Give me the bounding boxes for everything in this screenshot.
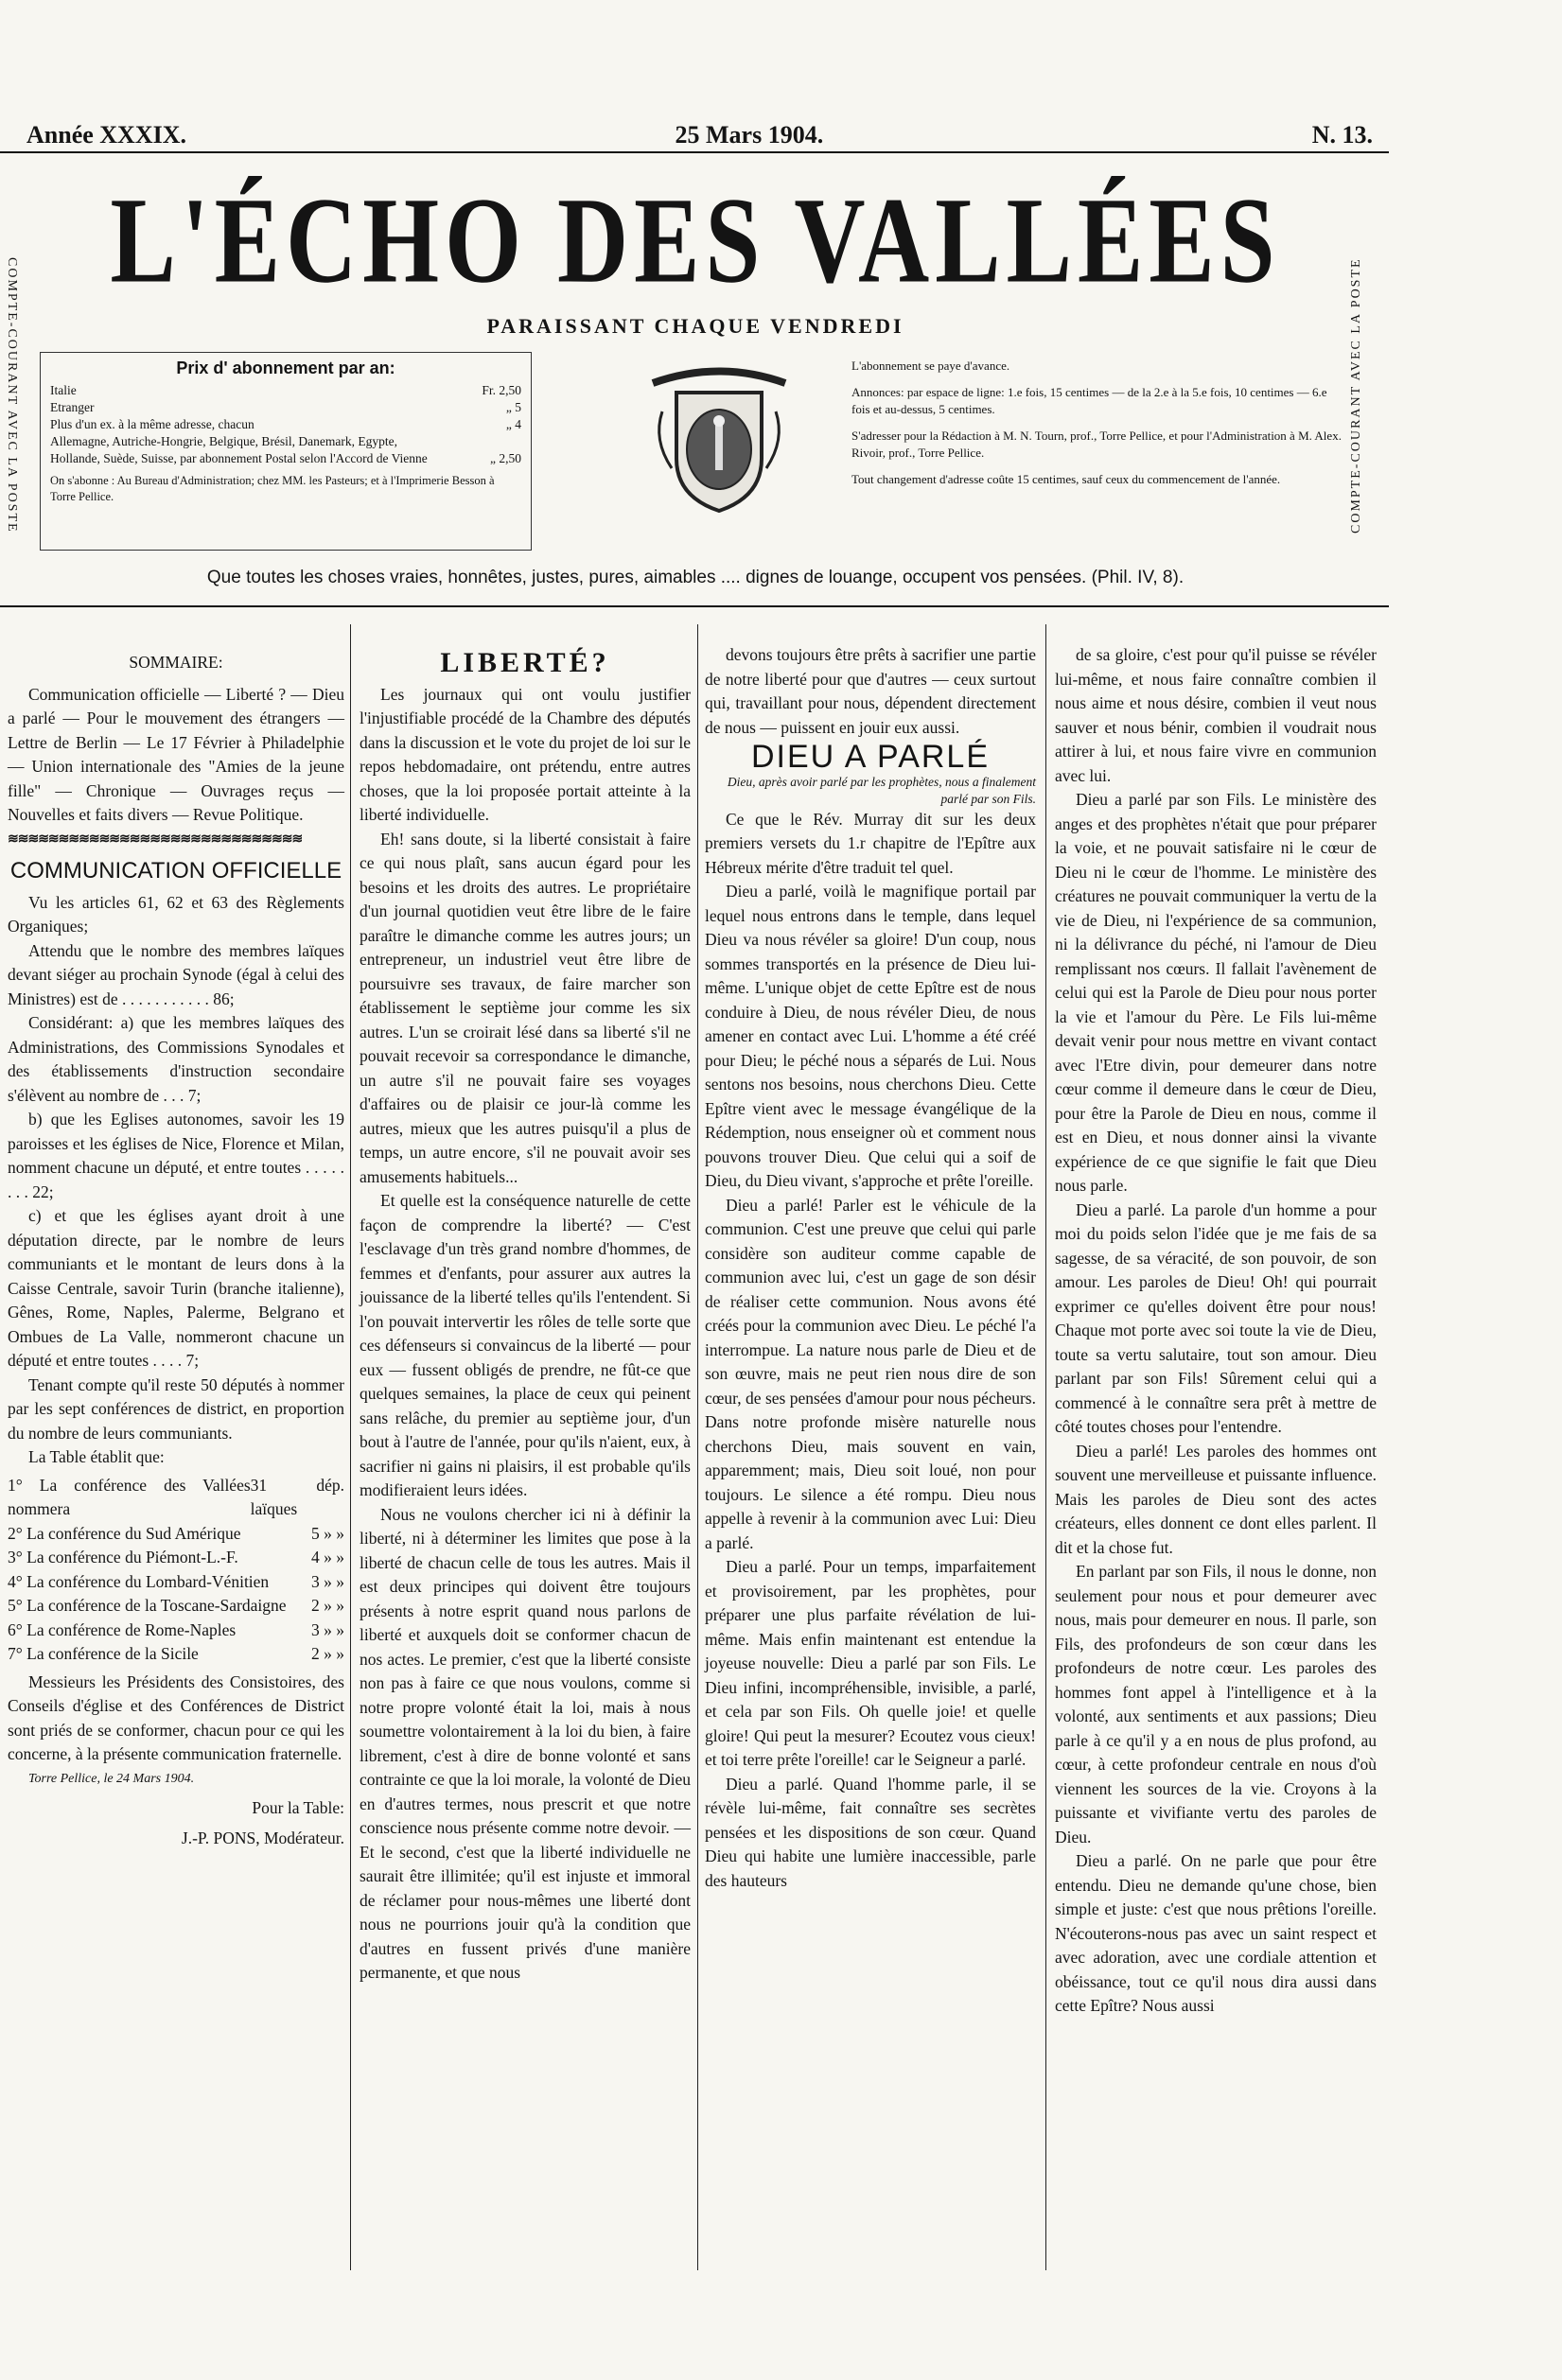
table-row: 5° La conférence de la Toscane-Sardaigne 2 » » [8, 1596, 344, 1615]
issue-number: N. 13. [1311, 121, 1373, 149]
paragraph: Ce que le Rév. Murray dit sur les deux premiers versets du 1.r chapitre de l'Epître aux Hébreux mérite d'être traduit tel quel. [705, 809, 1036, 877]
column-divider [697, 624, 698, 2270]
place-date: Torre Pellice, le 24 Mars 1904. [28, 1771, 195, 1786]
subscription-heading: Prix d' abonnement par an: [176, 359, 395, 377]
column-1 [8, 643, 344, 1850]
side-label-right: COMPTE-COURANT AVEC LA POSTE [1349, 257, 1363, 534]
paragraph: Tenant compte qu'il reste 50 députés à nommer par les sept conférences de district, en proportion du nombre de leurs communiants. [8, 1374, 344, 1443]
delegates-table [8, 1474, 344, 1667]
paragraph: Considérant: a) que les membres laïques des Administrations, des Commissions Synodales et des établissements d'instruction secondaire s'élèvent au nombre de . . . 7; [8, 1013, 344, 1105]
column-divider [350, 624, 351, 2270]
subscription-note: On s'abonne : Au Bureau d'Administration; chez MM. les Pasteurs; et à l'Imprimerie Besson à Torre Pellice. [50, 474, 495, 503]
paragraph: Eh! sans doute, si la liberté consistait à faire ce qui nous plaît, sans aucun égard pour les besoins et les droits des autres. Le propriétaire d'un journal quotidien veut être libre de le faire paraître le dimanche comme les autres jours; un entrepreneur, un industriel veut être libre de poursuivre ses travaux, de faire marcher son établissement le septième jour comme les six autres. L'un se croirait lésé dans sa liberté s'il ne pouvait recevoir sa correspondance le dimanche, un autre s'il ne pouvait faire ses voyages d'affaires ou de plaisir ce jour-là comme les autres, mieux que les autres puisqu'il a plus de temps, un autre encore, s'il ne pouvait avoir ses amusements habituels... [360, 829, 691, 1186]
price-row: Allemagne, Autriche-Hongrie, Belgique, Brésil, Danemark, Egypte, Hollande, Suède, Suisse, par abonnement Postal selon l'Accord de Vienne „ 2,50 [50, 434, 521, 465]
paragraph: Dieu a parlé. Quand l'homme parle, il se révèle lui-même, fait connaître ses secrètes pensées et les dispositions de son cœur. Quand Dieu qui habite une lumière inaccessible, parle des hauteurs [705, 1774, 1036, 1890]
paragraph: Nous ne voulons chercher ici ni à définir la liberté, ni à déterminer les limites que pose à la liberté de chacun celle de tous les autres. Mais il est deux principes qui doivent être toujours présents à notre esprit quand nous parlons de liberté et auxquels doit se conformer chacun de nos actes. Le premier, c'est que la liberté consiste non pas à faire ce que nous voulons, comme si notre propre volonté était la loi, mais à nous soumettre volontairement à la loi du bien, à faire librement, c'est à dire de bonne volonté et sans contrainte ce que la loi morale, la volonté de Dieu en d'autres termes, nous prescrit et que notre conscience nous présente comme notre devoir. — Et le second, c'est que la liberté individuelle ne saurait être illimitée; qu'il est injuste et immoral de réclamer pour nous-mêmes une liberté dont nous ne pourrions jouir qu'à la condition que d'autres en fussent privés d'une manière permanente, et que nous [360, 1504, 691, 1982]
article-title-liberte: LIBERTÉ? [440, 647, 610, 678]
date-label: 25 Mars 1904. [675, 121, 824, 149]
paragraph: Dieu a parlé. On ne parle que pour être entendu. Dieu ne demande qu'une chose, bien simple et juste: c'est que nous prêtions l'oreille. N'écouterons-nous pas avec un saint respect et avec adoration, avec une cordiale attention et obéissance, tout ce qu'il nous dira aussi dans cette Epître? Nous aussi [1055, 1851, 1377, 2015]
column-2 [360, 643, 691, 1986]
crest-emblem [634, 355, 804, 525]
paragraph: La Table établit que: [28, 1447, 165, 1466]
table-row: 7° La conférence de la Sicile 2 » » [8, 1644, 344, 1663]
signature-name: J.-P. PONS, Modérateur. [181, 1828, 344, 1847]
table-row: 4° La conférence du Lombard-Vénitien 3 » » [8, 1571, 344, 1591]
change-note: Tout changement d'adresse coûte 15 centimes, sauf ceux du commencement de l'année. [851, 472, 1281, 486]
year-label: Année XXXIX. [26, 121, 186, 149]
table-row: 3° La conférence du Piémont-L.-F. 4 » » [8, 1548, 344, 1566]
subscription-box [40, 352, 532, 551]
price-row: Plus d'un ex. à la même adresse, chacun „ 4 [50, 417, 521, 431]
info-block [851, 358, 1343, 498]
column-4 [1055, 643, 1377, 2019]
paragraph: Dieu a parlé! Les paroles des hommes ont souvent une merveilleuse et puissante influence. Mais les paroles de Dieu sont des actes créateurs, elles donnent ce dont elles parlent. Il dit et la chose fut. [1055, 1441, 1377, 1557]
masthead-bottom-rule [0, 605, 1389, 607]
newspaper-subtitle: PARAISSANT CHAQUE VENDREDI [486, 314, 904, 338]
paragraph: devons toujours être prêts à sacrifier une partie de notre liberté pour que d'autres — ceux surtout qui, travaillant pour nous, dépendent directement de nous — puissent en jouir eux aussi. [705, 645, 1036, 737]
paragraph: de sa gloire, c'est pour qu'il puisse se révéler lui-même, et nous faire connaître combien il nous aime et nous désire, combien il veut nous sauver et nous bénir, combien il voudrait nous attirer à lui, et nous faire vivre en communion avec lui. [1055, 645, 1377, 785]
communication-title: COMMUNICATION OFFICIELLE [9, 858, 342, 884]
paragraph: Dieu a parlé. Pour un temps, imparfaitement et provisoirement, par les prophètes, pour préparer une plus parfaite révélation de lui-même. Mais enfin maintenant est entendue la joyeuse nouvelle: Dieu a parlé par son Fils. Le Dieu infini, incompréhensible, invisible, a parlé, et cela par son Fils. Oh quelle joie! et quelle gloire! Qui peut la mesurer? Ecoutez vous cieux! et toi terre prête l'oreille! car le Seigneur a parlé. [705, 1557, 1036, 1769]
paragraph: Attendu que le nombre des membres laïques devant siéger au prochain Synode (égal à celui des Ministres) est de . . . . . . . . . . . 86; [8, 940, 344, 1008]
sommaire-title: SOMMAIRE: [129, 653, 223, 672]
top-rule [0, 151, 1389, 153]
paragraph: Dieu a parlé, voilà le magnifique portail par lequel nous entrons dans le temple, dans lequel Dieu va nous révéler sa gloire! D'un coup, nous sommes transportés en la présence de Dieu lui-même. L'unique objet de cette Epître est de nous conduire à Dieu, de nous révéler Dieu, de nous amener en contact avec Lui. L'homme a été créé pour Dieu; le péché nous a séparés de Lui. Nous sentons nos besoins, nous cherchons Dieu. Cette Epître vient avec le message évangélique de la Rédemption, nous enseigner où et comment nous pouvons trouver Dieu. Que celui qui a soif de Dieu, du Dieu vivant, s'approche et prête l'oreille. [705, 882, 1036, 1190]
decorative-rule: ≋≋≋≋≋≋≋≋≋≋≋≋≋≋≋≋≋≋≋≋≋≋≋≋≋≋≋≋≋ [8, 831, 303, 847]
price-row: Etranger „ 5 [50, 400, 521, 414]
price-row: Italie Fr. 2,50 [50, 383, 521, 397]
table-row: 1° La conférence des Vallées nommera 31 dép. laïques [8, 1475, 344, 1518]
paragraph: Dieu a parlé par son Fils. Le ministère des anges et des prophètes n'était que pour préparer la voie, et ne pouvait satisfaire ni le cœur de Dieu ni le cœur de l'homme. Le ministère des créatures ne pouvait communiquer la vertu de la vie de Dieu, ni l'expérience de sa communion, ni la délivrance du péché, ni l'amour de Dieu remplissant nos cœurs. Il fallait l'avènement de celui qui est la Parole de Dieu pour nous porter la vie et l'amour du Père. Le Fils lui-même devait venir pour nous mettre en vivant contact avec l'Etre divin, pour demeurer dans notre cœur comme il demeure dans le cœur de Dieu, pour être la Parole de Dieu en nous, comme il est en Dieu, et nous donner ainsi la vivante expérience de ce que signifie le fait que Dieu nous parle. [1055, 790, 1377, 1195]
paragraph: Messieurs les Présidents des Consistoires, des Conseils d'église et des Conférences de District sont priés de se conformer, chacun pour ce qui les concerne, à la présente communication fraternelle. [8, 1671, 344, 1763]
newspaper-title: L'ÉCHO DES VALLÉES [110, 172, 1281, 309]
paragraph: Et quelle est la conséquence naturelle de cette façon de comprendre la liberté? — C'est l'esclavage d'un très grand nombre d'hommes, de femmes et d'enfants, pour assurer aux autres la jouissance de la liberté telles qu'ils l'entendent. Si l'on pouvait intervertir les rôles de telle sorte que ces défenseurs si convaincus de la liberté — pour eux — fussent obligés de prendre, ne fût-ce que quelques semaines, la place de ceux qui peinent sans relâche, du premier au septième jour, d'un bout à l'autre de l'année, pour qu'ils n'aient, eux, à sacrifier ni gains ni plaisirs, il est probable qu'ils modifieraient leurs idées. [360, 1191, 691, 1499]
advance-note: L'abonnement se paye d'avance. [851, 359, 1010, 373]
motto: Que toutes les choses vraies, honnêtes, justes, pures, aimables .... dignes de louange, occupent vos pensées. (Phil. IV, 8). [206, 568, 1185, 587]
table-row: 2° La conférence du Sud Amérique 5 » » [8, 1523, 344, 1543]
address-note: S'adresser pour la Rédaction à M. N. Tourn, prof., Torre Pellice, et pour l'Administration à M. Alex. Rivoir, prof., Torre Pellice. [851, 429, 1342, 460]
ads-note: Annonces: par espace de ligne: 1.e fois, 15 centimes — de la 2.e à la 5.e fois, 10 centimes — 6.e fois et au-dessus, 5 centimes. [851, 385, 1327, 416]
paragraph: Dieu a parlé! Parler est le véhicule de la communion. C'est une preuve que celui qui parle considère son auditeur comme capable de communion avec lui, c'est un gage de son désir de réaliser cette communion. Nous avons été créés pour la communion avec Dieu. Le péché l'a interrompue. La nature nous parle de Dieu et de son œuvre, mais ne peut rien nous dire de son cœur, de ses pensées d'amour pour nous pécheurs. Dans notre profonde misère naturelle nous cherchons Dieu, mais souvent en vain, apparemment; mais, Dieu soit loué, non pour toujours. Le silence a été rompu. Dieu nous appelle à revenir à la communion avec Lui: Dieu a parlé. [705, 1195, 1036, 1552]
signature-line: Pour la Table: [252, 1798, 344, 1817]
paragraph: Dieu a parlé. La parole d'un homme a pour moi du poids selon l'idée que je me fais de sa sagesse, de sa véracité, de son pouvoir, de son amour. Les paroles de Dieu! Oh! qui pourrait exprimer ce qu'elles doivent être pour nous! Chaque mot porte avec soi toute la vie de Dieu, toute sa vertu salutaire, tout son amour. Dieu parlant par son Fils! Sûrement celui qui a commencé à le connaître sera prêt à mettre de côté toutes choses pour l'entendre. [1055, 1199, 1377, 1436]
column-divider [1045, 624, 1046, 2270]
paragraph: b) que les Eglises autonomes, savoir les 19 paroisses et les églises de Nice, Florence et Milan, nomment chacune un député, et entre toutes . . . . . . . . 22; [8, 1110, 344, 1201]
paragraph: En parlant par son Fils, il nous le donne, non seulement pour nous et pour demeurer avec nous, mais pour demeurer en nous. Il parle, son Fils, des profondeurs de son cœur dans les profondeurs de notre cœur. Les paroles des hommes font appel à l'intelligence et à la volonté, aux sentiments et aux passions; Dieu parle à ce qu'il y a en nous de plus profond, au cœur, à cette profondeur centrale en nous d'où viennent les sources de la vie. Croyons à la puissante et vivifiante vertu des paroles de Dieu. [1055, 1562, 1377, 1846]
paragraph: Les journaux qui ont voulu justifier l'injustifiable procédé de la Chambre des députés dans la discussion et le vote du projet de loi sur le repos hebdomadaire, ont prétendu, entre autres choses, que la loi proposée portait atteinte à la liberté individuelle. [360, 684, 691, 824]
paragraph: c) et que les églises ayant droit à une députation directe, par le nombre de leurs communiants et le montant de leurs dons à la Caisse Centrale, savoir Turin (branche italienne), Gênes, Rome, Naples, Palerme, Belgrano et Ombues de La Valle, nommeront chacune un député et entre toutes . . . . 7; [8, 1206, 344, 1370]
sommaire-text: Communication officielle — Liberté ? — Dieu a parlé — Pour le mouvement des étrangers — Lettre de Berlin — Le 17 Février à Philadelphie — Union internationale des "Amies de la jeune fille" — Chronique — Ouvrages reçus — Nouvelles et faits divers — Revue Politique. [8, 684, 344, 824]
column-3 [705, 643, 1036, 1893]
epigraph: Dieu, après avoir parlé par les prophètes, nous a finalement parlé par son Fils. [727, 774, 1036, 806]
masthead-topline [26, 121, 1373, 149]
table-row: 6° La conférence de Rome-Naples 3 » » [8, 1619, 344, 1639]
side-label-left: COMPTE-COURANT AVEC LA POSTE [5, 257, 19, 534]
article-title-dieu-a-parle: DIEU A PARLÉ [750, 739, 991, 775]
paragraph: Vu les articles 61, 62 et 63 des Règlements Organiques; [8, 892, 344, 936]
